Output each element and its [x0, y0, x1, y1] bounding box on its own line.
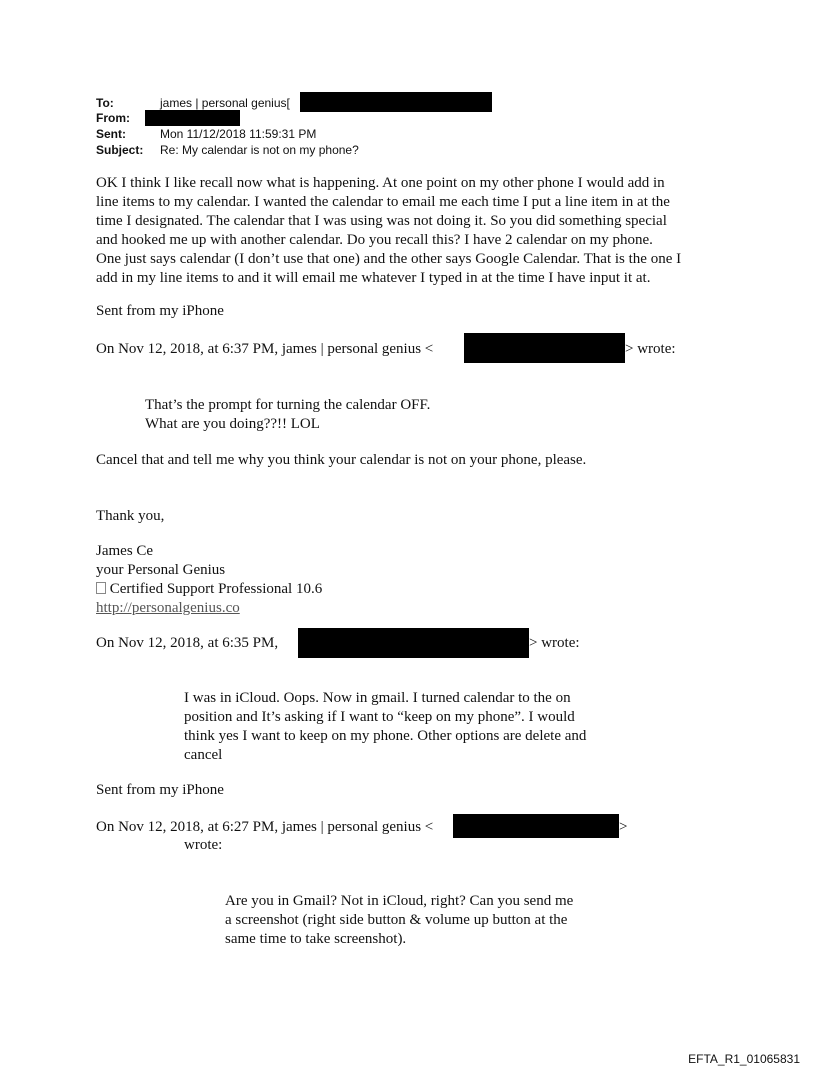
subject-label: Subject:	[96, 143, 144, 157]
sent-label: Sent:	[96, 127, 126, 141]
quote-line: same time to take screenshot).	[225, 931, 407, 947]
signature-cert	[96, 580, 322, 599]
sent-value: Mon 11/12/2018 11:59:31 PM	[160, 127, 317, 141]
quote1-body	[145, 396, 430, 434]
to-value: james | personal genius[	[160, 96, 290, 110]
redaction-quote1-email	[464, 333, 625, 363]
quote-line: I was in iCloud. Oops. Now in gmail. I turned calendar to the on	[184, 690, 571, 706]
quote-line: cancel	[184, 747, 223, 763]
from-label: From:	[96, 111, 130, 125]
header-to-row	[96, 96, 290, 111]
quote3-body	[225, 892, 573, 949]
redaction-quote2-sender	[298, 628, 529, 658]
sent-from-iphone-1: Sent from my iPhone	[96, 303, 224, 319]
paragraph-line: line items to my calendar. I wanted the calendar to email me each time I put a line item in at the	[96, 194, 670, 210]
quote3-intro: On Nov 12, 2018, at 6:27 PM, james | personal genius <	[96, 819, 434, 835]
subject-value: Re: My calendar is not on my phone?	[160, 143, 359, 157]
quote3-intro-bracket: >	[619, 819, 628, 835]
signature-title: your Personal Genius	[96, 562, 226, 578]
quote-line: think yes I want to keep on my phone. Other options are delete and	[184, 728, 587, 744]
quote2-intro: On Nov 12, 2018, at 6:35 PM,	[96, 635, 279, 651]
signature	[96, 542, 322, 618]
quote-line: position and It’s asking if I want to “keep on my phone”. I would	[184, 709, 575, 725]
to-label: To:	[96, 96, 114, 110]
quote-line: a screenshot (right side button & volume up button at the	[225, 912, 568, 928]
quote-line: Are you in Gmail? Not in iCloud, right? Can you send me	[225, 893, 574, 909]
quote-line: That’s the prompt for turning the calendar OFF.	[145, 397, 431, 413]
paragraph-line: and hooked me up with another calendar. Do you recall this? I have 2 calendar on my phone.	[96, 232, 653, 248]
redaction-quote3-email	[453, 814, 619, 838]
header-subject-row	[96, 143, 359, 158]
quote3-intro-wrote: wrote:	[184, 837, 223, 853]
signature-name: James Ce	[96, 543, 154, 559]
quote1-intro	[96, 340, 433, 359]
redaction-from	[145, 110, 240, 126]
body-paragraph-1	[96, 174, 681, 288]
signature-link[interactable]: http://personalgenius.co	[96, 600, 240, 616]
sent-from-iphone-2: Sent from my iPhone	[96, 782, 224, 798]
paragraph-line: One just says calendar (I don’t use that one) and the other says Google Calendar. That is the one I	[96, 251, 682, 267]
quote2-body	[184, 689, 586, 765]
redaction-to	[300, 92, 492, 112]
cancel-line: Cancel that and tell me why you think your calendar is not on your phone, please.	[96, 452, 587, 468]
thank-you: Thank you,	[96, 508, 165, 524]
paragraph-line: OK I think I like recall now what is happening. At one point on my other phone I would add in	[96, 175, 665, 191]
apple-logo-icon	[96, 582, 106, 594]
paragraph-line: time I designated. The calendar that I was using was not doing it. So you did something special	[96, 213, 667, 229]
document-id: EFTA_R1_01065831	[688, 1052, 800, 1066]
quote1-intro-wrote: > wrote:	[625, 341, 676, 357]
paragraph-line: add in my line items to and it will email me whatever I typed in at the time I have input it at.	[96, 270, 651, 286]
quote1-intro-text: On Nov 12, 2018, at 6:37 PM, james | personal genius <	[96, 341, 434, 357]
quote2-intro-wrote: > wrote:	[529, 635, 580, 651]
quote-line: What are you doing??!! LOL	[145, 416, 320, 432]
signature-cert-text: Certified Support Professional 10.6	[106, 581, 323, 597]
header-sent-row	[96, 127, 316, 142]
